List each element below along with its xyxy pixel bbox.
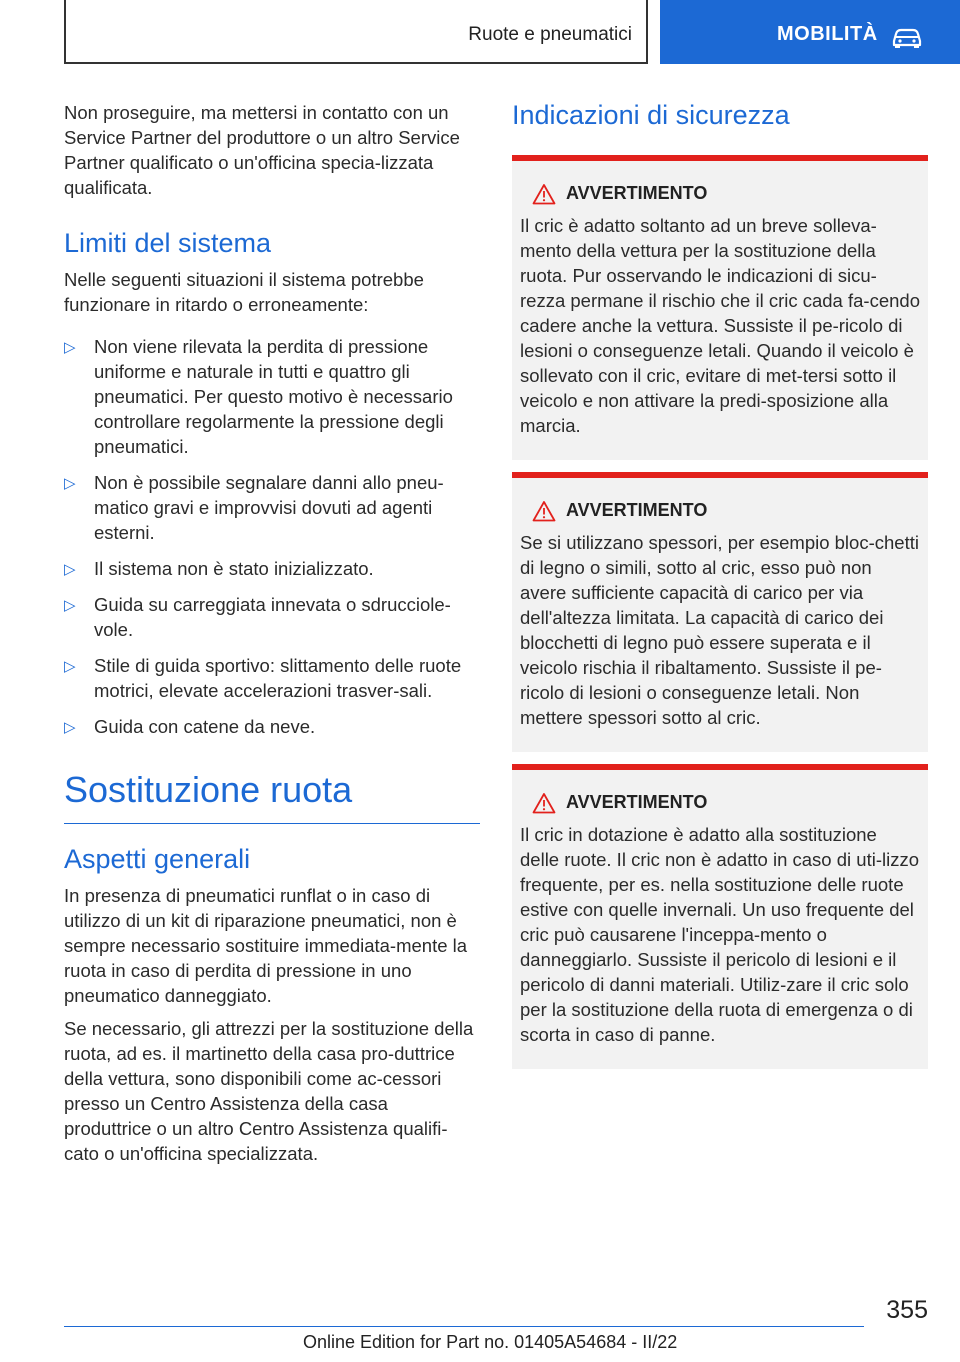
warning-title: AVVERTIMENTO xyxy=(566,500,708,520)
header-section-frame xyxy=(64,0,648,64)
left-column xyxy=(64,100,480,1166)
triangle-bullet-icon: ▷ xyxy=(64,658,76,675)
safety-heading: Indicazioni di sicurezza xyxy=(512,100,790,130)
triangle-bullet-icon: ▷ xyxy=(64,561,76,578)
triangle-bullet-icon: ▷ xyxy=(64,719,76,736)
header-section-title: Ruote e pneumatici xyxy=(468,24,632,45)
header-chapter-tab xyxy=(660,0,960,64)
warning-triangle-icon xyxy=(532,183,556,205)
warning-box xyxy=(512,155,928,460)
general-paragraph-1: In presenza di pneumatici runflat o in caso di utilizzo di un kit di riparazione pneumatici, non è sempre necessario sostituire immediata-mente la ruota in caso di perdita di pressione in uno pneumatico danneggiato. xyxy=(64,885,468,1006)
list-item: ▷ Non è possibile segnalare danni allo pneu-matico gravi e improvvisi dovuti ad agenti esterni. xyxy=(64,472,444,543)
warning-text: Il cric in dotazione è adatto alla sostituzione delle ruote. Il cric non è adatto in caso di uti-lizzo frequente, per es. nella sostituzione delle ruote estive con quelle invernali. Un uso frequente del cric può causarene l'inceppa-mento o danneggiarlo. Sussiste il pericolo di lesioni e il pericolo di danni materiali. Utiliz-zare il cric solo per la sostituzione della ruota di emergenza o di scorta in caso di panne. xyxy=(520,824,919,1045)
intro-paragraph: Non proseguire, ma mettersi in contatto con un Service Partner del produttore o un altro Service Partner qualificato o un'officina specia-lizzata qualificata. xyxy=(64,102,460,198)
general-heading: Aspetti generali xyxy=(64,844,251,874)
warning-box xyxy=(512,764,928,1069)
page-number: 355 xyxy=(886,1296,928,1324)
list-item: ▷ Il sistema non è stato inizializzato. xyxy=(64,556,480,581)
triangle-bullet-icon: ▷ xyxy=(64,597,76,614)
section-heading: Sostituzione ruota xyxy=(64,769,353,810)
warning-title: AVVERTIMENTO xyxy=(566,792,708,812)
edition-label: Online Edition for Part no. 01405A54684 - II/22 xyxy=(303,1332,678,1352)
triangle-bullet-icon: ▷ xyxy=(64,475,76,492)
warning-triangle-icon xyxy=(532,792,556,814)
list-item: ▷ Stile di guida sportivo: slittamento delle ruote motrici, elevate accelerazioni trasver-sali. xyxy=(64,655,462,701)
car-icon xyxy=(892,26,922,48)
list-item: ▷ Guida su carreggiata innevata o sdrucciole-vole. xyxy=(64,594,451,640)
warning-text: Il cric è adatto soltanto ad un breve solleva-mento della vettura per la sostituzione della ruota. Pur osservando le indicazioni di sicu-rezza permane il rischio che il cric cada fa-cendo cadere anche la vettura. Sussiste il pe-ricolo di lesioni o conseguenze letali. Quando il veicolo è sollevato con il cric, evitare di met-tersi sotto il veicolo e non attivare la predi-sposizione alla marcia. xyxy=(520,215,920,436)
limits-list xyxy=(64,334,480,739)
limits-heading: Limiti del sistema xyxy=(64,228,272,258)
section-divider xyxy=(64,823,480,824)
warning-title: AVVERTIMENTO xyxy=(566,183,708,203)
list-item: ▷ Guida con catene da neve. xyxy=(64,714,480,739)
list-item: ▷ Non viene rilevata la perdita di pressione uniforme e naturale in tutti e quattro gli pneumatici. Per questo motivo è necessario controllare regolarmente la pressione degli pneumatici. xyxy=(64,336,453,457)
warning-text: Se si utilizzano spessori, per esempio bloc-chetti di legno o simili, sotto al cric, esso può non avere sufficiente capacità di carico per via dell'altezza limitata. La capacità di carico dei blocchetti di legno può essere superata e il veicolo rischia il ribaltamento. Sussiste il pe-ricolo di lesioni o conseguenze letali. Non mettere spessori sotto al cric. xyxy=(520,532,919,728)
warning-box xyxy=(512,472,928,752)
footer-divider xyxy=(64,1326,864,1327)
general-paragraph-2: Se necessario, gli attrezzi per la sostituzione della ruota, ad es. il martinetto della casa pro-duttrice della vettura, sono disponibili come ac-cessori presso un Centro Assistenza della casa produttrice o un altro Centro Assistenza qualifi-cato o un'officina specializzata. xyxy=(64,1018,474,1164)
triangle-bullet-icon: ▷ xyxy=(64,339,76,356)
right-column xyxy=(512,100,928,1069)
header-chapter-title: MOBILITÀ xyxy=(777,23,878,45)
warning-triangle-icon xyxy=(532,500,556,522)
limits-intro: Nelle seguenti situazioni il sistema potrebbe funzionare in ritardo o erroneamente: xyxy=(64,269,424,315)
